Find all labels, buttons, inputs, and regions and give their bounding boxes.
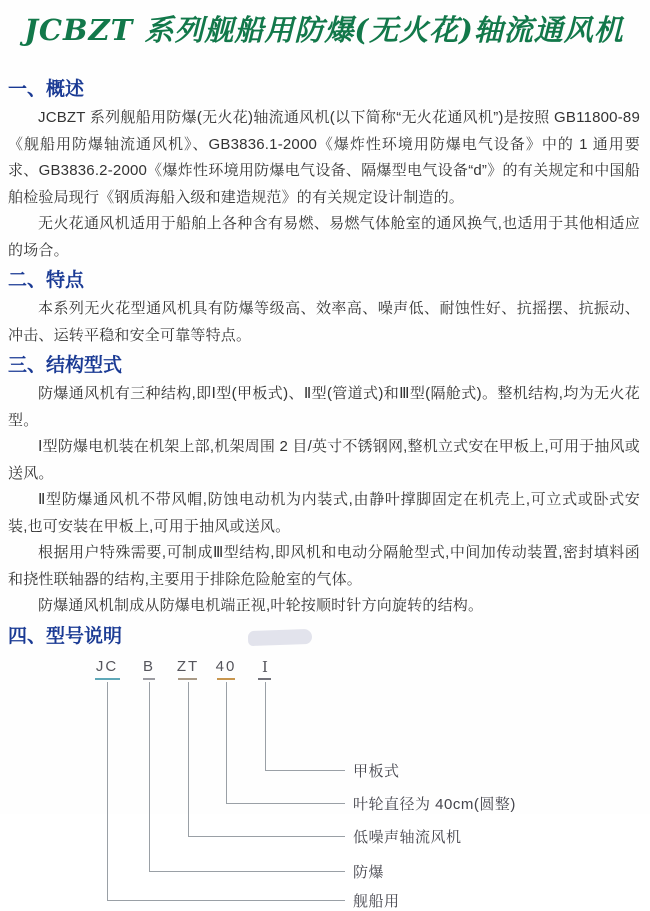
code-underline bbox=[217, 678, 235, 680]
model-code-jc: JC bbox=[95, 657, 119, 675]
model-code-zt: ZT bbox=[176, 657, 200, 675]
model-code-b: B bbox=[142, 657, 156, 675]
diagram-connector-line bbox=[265, 770, 345, 771]
diagram-connector-line bbox=[107, 900, 345, 901]
diagram-connector-line bbox=[149, 682, 150, 871]
diagram-label-explosion-proof: 防爆 bbox=[353, 863, 385, 881]
section-heading-model-designation: 四、型号说明 bbox=[8, 625, 123, 647]
section-heading-overview: 一、概述 bbox=[8, 79, 85, 100]
diagram-label-deck-type: 甲板式 bbox=[353, 762, 400, 780]
paragraph: 本系列无火花型通风机具有防爆等级高、效率高、噪声低、耐蚀性好、抗摇摆、抗振动、冲击、运转平稳和安全可靠等特点。 bbox=[8, 300, 640, 344]
model-code-type-i: Ⅰ bbox=[262, 657, 268, 676]
paragraph: Ⅱ型防爆通风机不带风帽,防蚀电动机为内装式,由静叶撑脚固定在机壳上,可立式或卧式安装,也可安装在甲板上,可用于抽风或送风。 bbox=[8, 491, 640, 535]
diagram-connector-line bbox=[188, 836, 345, 837]
diagram-connector-line bbox=[149, 871, 345, 872]
section-heading-features: 二、特点 bbox=[8, 270, 85, 291]
code-underline bbox=[258, 678, 271, 680]
paragraph: JCBZT 系列舰船用防爆(无火花)轴流通风机(以下简称“无火花通风机”)是按照 GB11800-89《舰船用防爆轴流通风机》、GB3836.1-2000《爆炸性环境用防爆电气设备》中的 1 通用要求、GB3836.2-2000《爆炸性环境用防爆电气设备、隔爆型电气设备“d”》的有关规定和中国船舶检验局现行《钢质海船入级和建造规范》的有关规定设计制造的。 bbox=[8, 109, 640, 206]
diagram-label-ship-use: 舰船用 bbox=[353, 892, 400, 910]
paragraph: 防爆通风机制成从防爆电机端正视,叶轮按顺时针方向旋转的结构。 bbox=[38, 597, 484, 614]
code-underline bbox=[143, 678, 155, 680]
diagram-connector-line bbox=[188, 682, 189, 836]
diagram-connector-line bbox=[265, 682, 266, 770]
diagram-connector-line bbox=[226, 682, 227, 803]
diagram-connector-line bbox=[107, 682, 108, 900]
paragraph: 根据用户特殊需要,可制成Ⅲ型结构,即风机和电动分隔舱型式,中间加传动装置,密封填料函和挠性联轴器的结构,主要用于排除危险舱室的气体。 bbox=[8, 544, 640, 588]
model-number-diagram bbox=[8, 652, 640, 910]
document-title: JCBZT 系列舰船用防爆(无火花)轴流通风机 bbox=[24, 13, 624, 47]
diagram-connector-line bbox=[226, 803, 345, 804]
model-code-40: 40 bbox=[215, 657, 237, 675]
code-underline bbox=[178, 678, 197, 680]
scan-smudge-artifact bbox=[248, 628, 312, 645]
paragraph: Ⅰ型防爆电机装在机架上部,机架周围 2 目/英寸不锈钢网,整机立式安在甲板上,可用于抽风或送风。 bbox=[8, 438, 640, 482]
code-underline bbox=[95, 678, 120, 680]
diagram-label-low-noise-axial: 低噪声轴流风机 bbox=[353, 828, 462, 846]
section-heading-structure: 三、结构型式 bbox=[8, 355, 123, 376]
paragraph: 无火花通风机适用于船舶上各种含有易燃、易燃气体舱室的通风换气,也适用于其他相适应的场合。 bbox=[8, 215, 640, 259]
paragraph: 防爆通风机有三种结构,即Ⅰ型(甲板式)、Ⅱ型(管道式)和Ⅲ型(隔舱式)。整机结构,均为无火花型。 bbox=[8, 385, 640, 429]
diagram-label-impeller-diam: 叶轮直径为 40cm(圆整) bbox=[353, 795, 516, 813]
